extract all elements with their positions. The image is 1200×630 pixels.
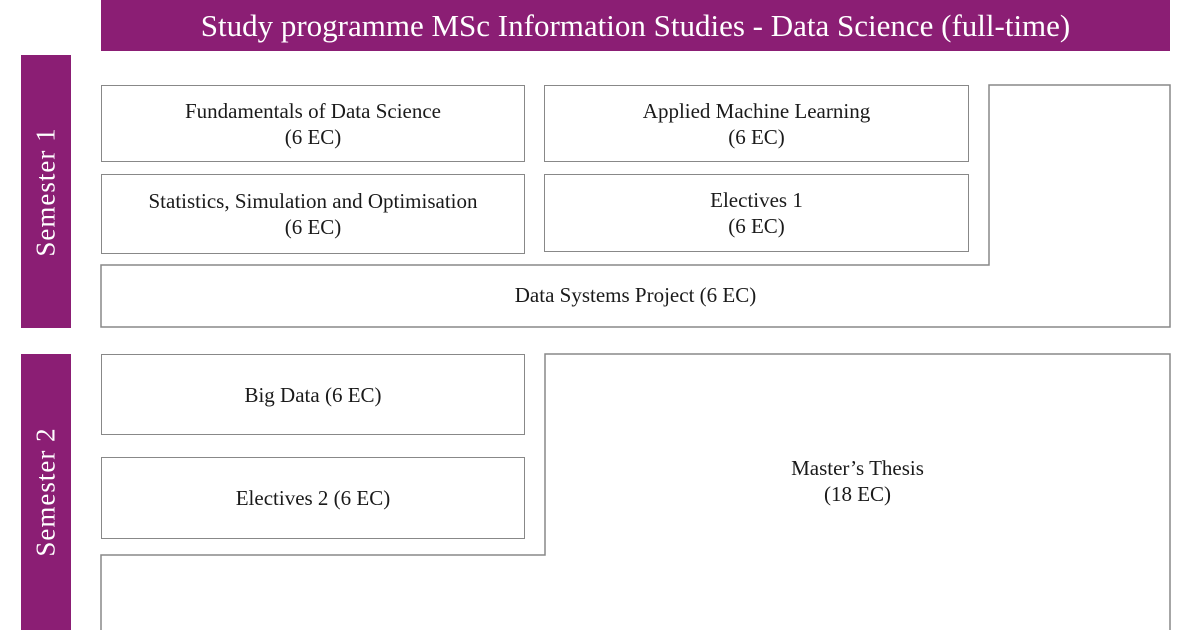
course-masters-thesis xyxy=(545,455,1170,507)
course-electives-2 xyxy=(101,457,525,539)
course-ec: (6 EC) xyxy=(284,215,342,239)
course-big-data xyxy=(101,354,525,435)
course-name: Statistics, Simulation and Optimisation xyxy=(148,189,478,213)
semester-1-text: Semester 1 xyxy=(30,126,61,257)
course-ec: (6 EC) xyxy=(728,214,785,238)
course-name: Applied Machine Learning xyxy=(642,98,871,123)
course-ec: (6 EC) xyxy=(284,124,342,149)
course-name: Big Data (6 EC) xyxy=(244,382,382,407)
semester-2-text: Semester 2 xyxy=(30,427,61,557)
course-ec: (6 EC) xyxy=(728,124,785,149)
course-name: Fundamentals of Data Science xyxy=(185,98,441,123)
course-data-systems-project: Data Systems Project (6 EC) xyxy=(514,283,757,307)
course-name: Electives 2 (6 EC) xyxy=(235,486,391,510)
course-name: Electives 1 xyxy=(710,188,803,212)
course-electives-1 xyxy=(544,174,969,252)
course-name: Master’s Thesis xyxy=(791,456,924,480)
course-statistics-simulation-optimisation xyxy=(101,174,525,254)
course-applied-machine-learning xyxy=(544,85,969,162)
course-ec: (18 EC) xyxy=(823,482,892,506)
programme-title: Study programme MSc Information Studies - Data Science (full-time) xyxy=(101,0,1170,51)
course-fundamentals-data-science xyxy=(101,85,525,162)
